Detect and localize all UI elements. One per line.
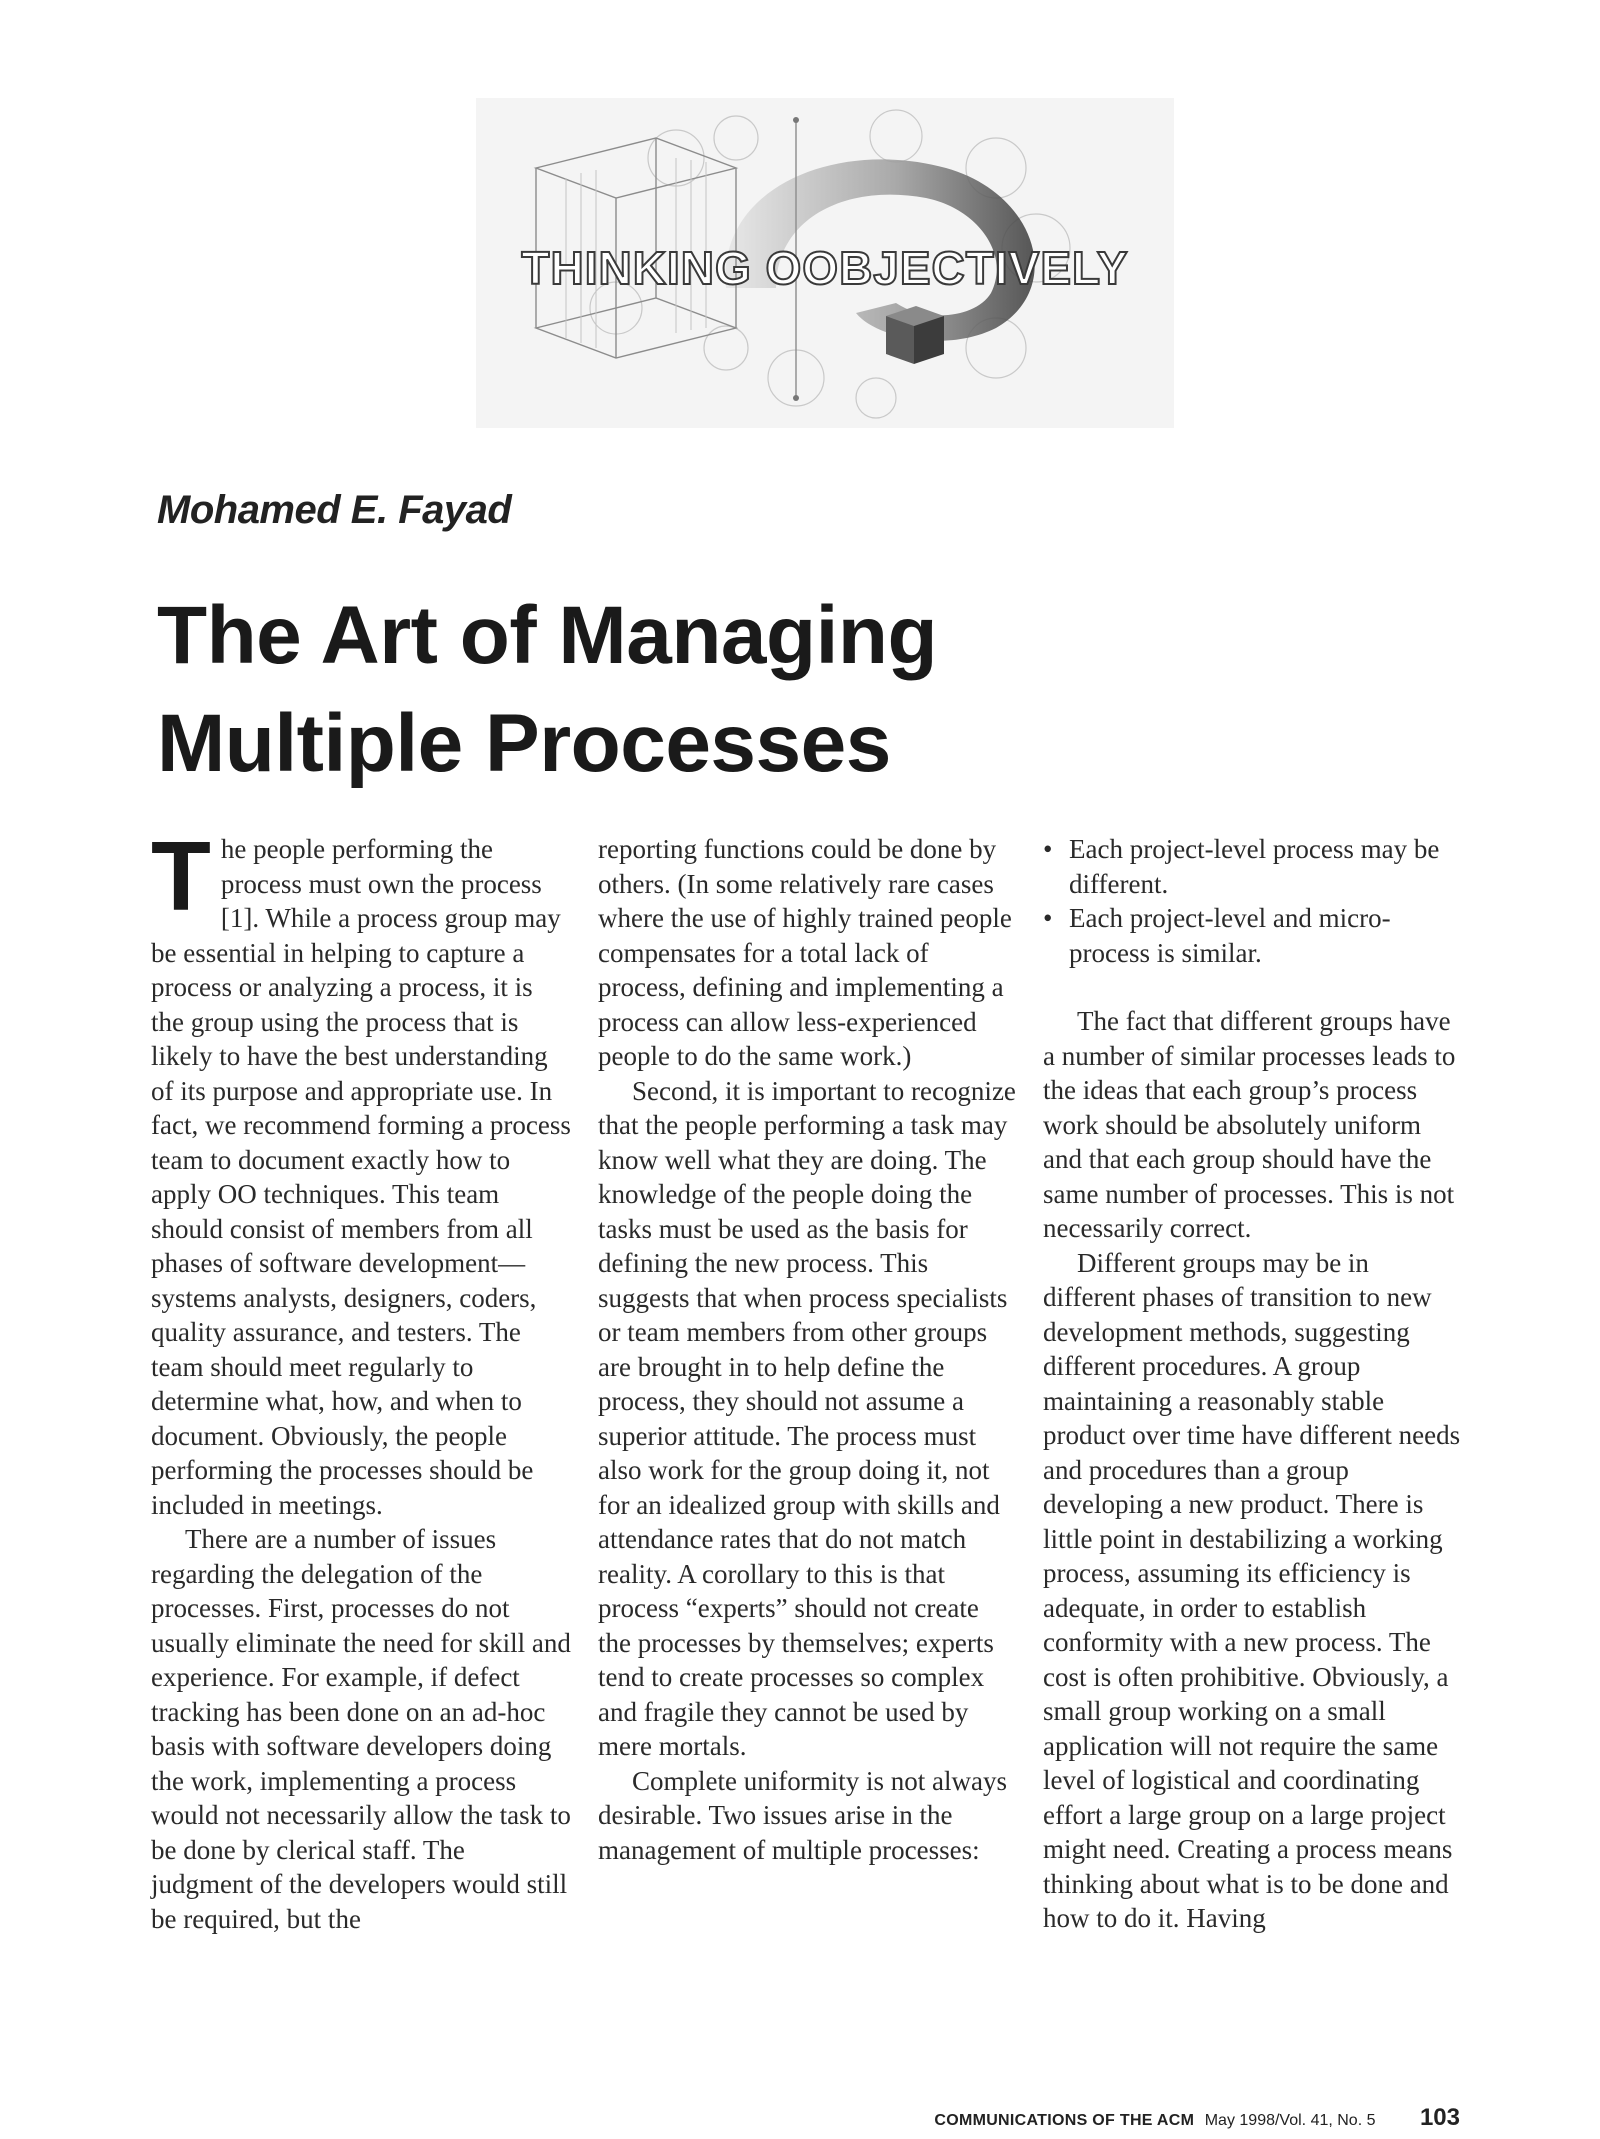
paragraph-text: he people performing the process must own the process [1]. While a process group may be essential in helping to capture a process or analyzing a process, it is the group using the process that is likely to have the best understanding of its purpose and appropriate use. In fact, we recommend forming a process team to document exactly how to apply OO techniques. This team should consist of members from all phases of software development—systems analysts, designers, coders, quality assurance, and testers. The team should meet regularly to determine what, how, and when to document. Obviously, the people performing the processes should be included in meetings. bbox=[151, 834, 571, 1520]
page-footer bbox=[0, 2104, 1460, 2132]
column-1 bbox=[151, 821, 571, 1936]
paragraph: reporting functions could be done by others. (In some relatively rare cases where the use of highly trained people compensates for a total lack of process, defining and implementing a process can allow less-experienced people to do the same work.) bbox=[598, 834, 1012, 1071]
bullet-icon: • bbox=[1043, 903, 1053, 933]
paragraph: The fact that different groups have a number of similar processes leads to the ideas that each group’s process work should be absolutely uniform and that each group should have the same number of processes. This is not necessarily correct. bbox=[1043, 1006, 1456, 1243]
list-item bbox=[1043, 901, 1463, 970]
column-2 bbox=[598, 832, 1018, 1867]
paragraph: Complete uniformity is not always desirable. Two issues arise in the management of multiple processes: bbox=[598, 1765, 1007, 1865]
page-number: 103 bbox=[1419, 2104, 1460, 2131]
journal-name: COMMUNICATIONS OF THE ACM bbox=[934, 2112, 1195, 2129]
paragraph: Different groups may be in different phases of transition to new development methods, suggesting different procedures. A group maintaining a reasonably stable product over time have different needs and procedures than a group developing a new product. There is little point in destabilizing a working process, assuming its efficiency is adequate, in order to establish conformity with a new process. The cost is often prohibitive. Obviously, a small group working on a small application will not require the same level of logistical and coordinating effort a large group on a large project might need. Creating a process means thinking about what is to be done and how to do it. Having bbox=[1043, 1247, 1461, 1933]
list-item-text: Each project-level process may be different. bbox=[1069, 834, 1440, 899]
list-item-text: Each project-level and micro-process is similar. bbox=[1069, 903, 1391, 968]
paragraph: There are a number of issues regarding the delegation of the processes. First, processes do not usually eliminate the need for skill and experience. For example, if defect tracking has been done on an ad-hoc basis with software developers doing the work, implementing a process would not necessarily allow the task to be done by clerical staff. The judgment of the developers would still be required, but the bbox=[151, 1524, 571, 1934]
title-line-2: Multiple Processes bbox=[157, 698, 891, 789]
bullet-list bbox=[1043, 832, 1463, 970]
bullet-icon: • bbox=[1043, 834, 1053, 864]
column-3 bbox=[1043, 832, 1463, 1936]
paragraph: Second, it is important to recognize that the people performing a task may know well what they are doing. The knowledge of the people doing the tasks must be used as the basis for defining the new process. This suggests that when process specialists or team members from other groups are brought in to help define the process, they should not assume a superior attitude. The process must also work for the group doing it, not for an idealized group with skills and attendance rates that do not match reality. A corollary to this is that process “experts” should not create the processes by themselves; experts tend to create processes so complex and fragile they cannot be used by mere mortals. bbox=[598, 1075, 1016, 1761]
article-title bbox=[157, 582, 1157, 798]
title-line-1: The Art of Managing bbox=[157, 590, 938, 681]
author-name: Mohamed E. Fayad bbox=[157, 488, 512, 532]
list-item bbox=[1043, 832, 1463, 901]
paragraph bbox=[151, 821, 571, 1522]
banner-text: THINKING OOBJECTIVELY bbox=[521, 242, 1129, 294]
thinking-objectively-graphic bbox=[476, 98, 1174, 428]
issue-info: May 1998/Vol. 41, No. 5 bbox=[1204, 2112, 1376, 2129]
column-banner-image bbox=[476, 98, 1174, 428]
drop-cap: T bbox=[151, 821, 211, 931]
